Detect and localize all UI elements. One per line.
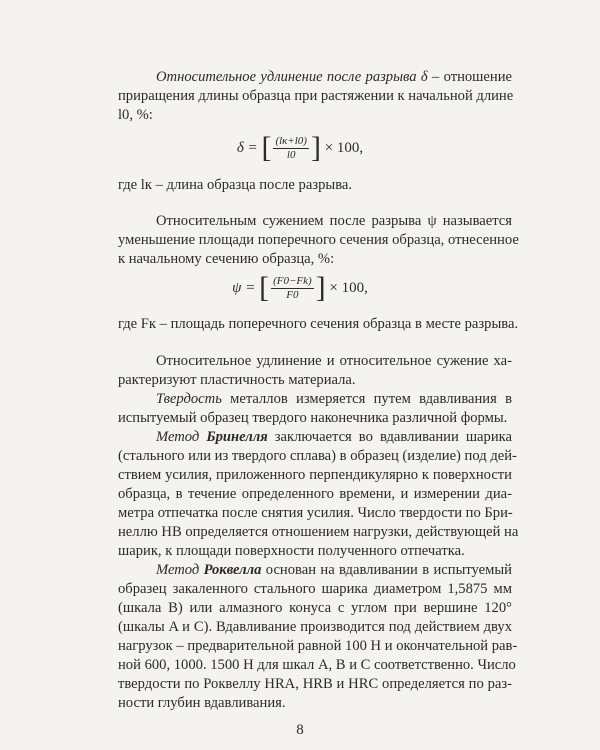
hardness-line-2: испытуемый образец твердого наконечника различной формы. bbox=[118, 410, 508, 426]
elongation-term: Относительное удлинение после разрыва δ bbox=[156, 69, 428, 85]
brinell-line-4: образца, в течение определенного времени, и измерении диа- bbox=[118, 486, 512, 502]
hardness-term: Твердость bbox=[156, 391, 222, 407]
page-number: 8 bbox=[296, 722, 304, 738]
rockwell-line-4: (шкалы A и C). Вдавливание производится под действием двух bbox=[118, 619, 512, 635]
rockwell-line-7: твердости по Роквеллу HRA, HRB и HRC определяется по раз- bbox=[118, 676, 512, 692]
brinell-line-7: шарик, к площади поверхности полученного отпечатка. bbox=[118, 543, 465, 559]
brinell-line-3: ствием усилия, приложенного перпендикулярно к поверхности bbox=[118, 467, 512, 483]
reduction-formula-numerator: (F0−Fk) bbox=[273, 274, 312, 287]
brinell-line-2: (стального или из твердого сплава) в образец (изделие) под дей- bbox=[118, 448, 517, 464]
rockwell-line-6: ной 600, 1000. 1500 Н для шкал A, B и C соответственно. Число bbox=[118, 657, 516, 673]
elongation-formula-numerator: (lк+l0) bbox=[275, 134, 307, 147]
elongation-formula: δ = [ $\frac{(lк+l0)}{l0}$ ] × 100, bbox=[236, 131, 364, 164]
reduction-definition-line-1: Относительным сужением после разрыва ψ называется bbox=[156, 213, 512, 229]
elongation-formula-denominator: l0 bbox=[286, 148, 296, 161]
rockwell-line-1: Метод Роквелла основан на вдавливании в испытуемый bbox=[156, 562, 512, 578]
rockwell-line-3: (шкала B) или алмазного конуса с углом при вершине 120° bbox=[118, 600, 512, 616]
rockwell-method-name: Роквелла bbox=[203, 562, 262, 578]
hardness-line-1: Твердость металлов измеряется путем вдавливания в bbox=[156, 391, 512, 407]
final-area-note: где Fк – площадь поперечного сечения образца в месте разрыва. bbox=[118, 316, 519, 332]
elongation-definition-line-1: Относительное удлинение после разрыва δ – отношение bbox=[156, 69, 512, 85]
rockwell-line-8: ности глубин вдавливания. bbox=[118, 695, 286, 711]
plasticity-line-2: рактеризуют пластичность материала. bbox=[118, 372, 356, 388]
brinell-line-1: Метод Бринелля заключается во вдавливании шарика bbox=[156, 429, 512, 445]
reduction-formula-denominator: F0 bbox=[286, 288, 299, 301]
plasticity-line-1: Относительное удлинение и относительное сужение ха- bbox=[156, 353, 512, 369]
reduction-definition-line-2: уменьшение площади поперечного сечения образца, отнесенное bbox=[118, 232, 519, 248]
elongation-definition-line-2: приращения длины образца при растяжении к начальной длине bbox=[118, 88, 514, 104]
elongation-definition-line-3: l0, %: bbox=[118, 107, 153, 123]
rockwell-line-5: нагрузок – предварительной равной 100 Н и окончательной рав- bbox=[118, 638, 518, 654]
final-length-note: где lк – длина образца после разрыва. bbox=[118, 177, 353, 193]
reduction-definition-line-3: к начальному сечению образца, %: bbox=[118, 251, 335, 267]
brinell-line-6: неллю НВ определяется отношением нагрузки, действующей на bbox=[118, 524, 519, 540]
reduction-formula: ψ = [ $\frac{(F0-Fk)}{F0}$ ] × 100, bbox=[232, 271, 368, 304]
rockwell-line-2: образец закаленного стального шарика диаметром 1,5875 мм bbox=[118, 581, 512, 597]
brinell-method-name: Бринелля bbox=[206, 429, 268, 445]
brinell-line-5: метра отпечатка после снятия усилия. Число твердости по Бри- bbox=[118, 505, 513, 521]
